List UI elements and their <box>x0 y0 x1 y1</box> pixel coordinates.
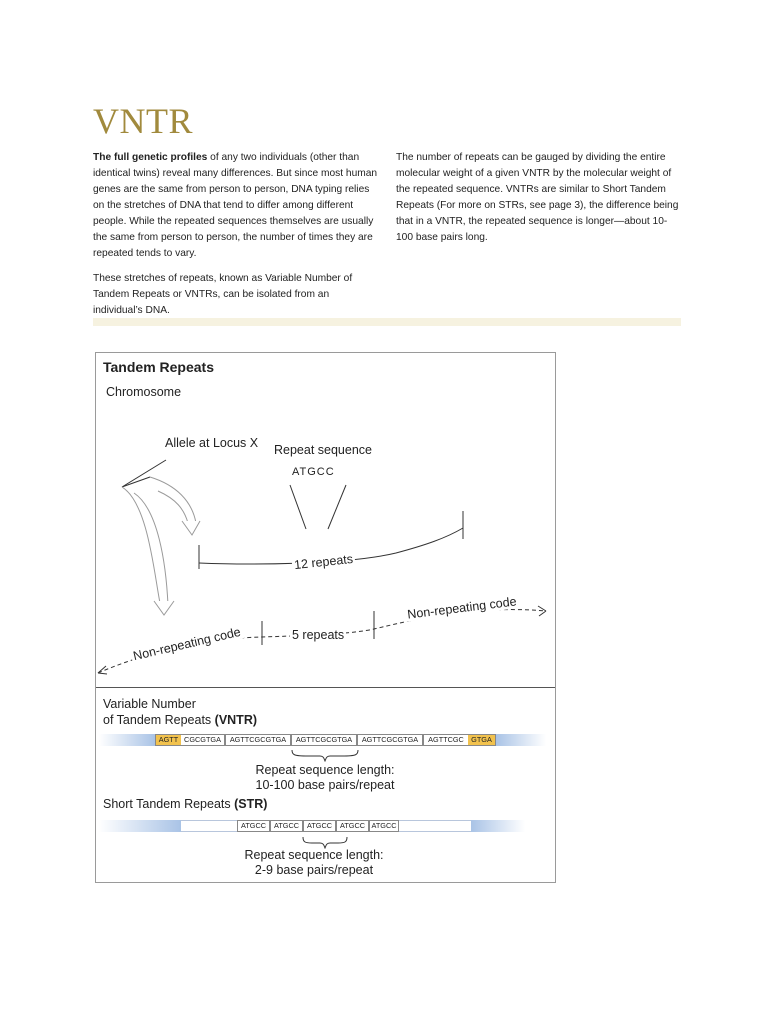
vntr-segment: AGTTCGCGTGA <box>225 734 291 746</box>
str-strip-left <box>99 820 181 832</box>
str-strip-right <box>471 820 525 832</box>
left-column <box>93 150 378 328</box>
repeat-pointer-left <box>290 485 306 529</box>
figure-title: Tandem Repeats <box>103 359 214 375</box>
str-segment: ATGCC <box>303 820 336 832</box>
twelve-repeats-label: 12 repeats <box>293 551 354 573</box>
vntr-segment: AGTTCGCGTGA <box>291 734 357 746</box>
vntr-segment-highlight-start: AGTT <box>155 734 181 746</box>
figure-divider <box>96 687 555 688</box>
str-bracket <box>303 837 347 848</box>
allele-small-arrow <box>150 477 196 523</box>
vntr-heading-line1: Variable Number <box>103 697 196 711</box>
repeat-pointer-right <box>328 485 346 529</box>
vntr-length-line2: 10-100 base pairs/repeat <box>255 778 395 792</box>
right-paragraph-1: The number of repeats can be gauged by dividing the entire molecular weight of a given VNTR by the molecular weight of the repeated sequence. VNTRs are similar to Short Tandem Repeats (For more on STRs, see page 3), the difference being that in a VNTR, the repeated sequence is longer—about 10-100 base pairs long. <box>396 152 679 243</box>
section-divider-band <box>93 318 681 326</box>
lead-phrase: The full genetic profiles <box>93 152 208 163</box>
vntr-bracket <box>292 750 358 761</box>
vntr-heading-line2 <box>103 713 257 727</box>
str-heading-bold: (STR) <box>234 797 268 811</box>
vntr-length-line1: Repeat sequence length: <box>255 763 395 777</box>
str-length-line2: 2-9 base pairs/repeat <box>254 863 374 877</box>
vntr-heading-text: of Tandem Repeats <box>103 713 215 727</box>
non-repeating-code-left: Non-repeating code <box>131 624 242 664</box>
page-title: VNTR <box>93 101 193 141</box>
str-length-line1: Repeat sequence length: <box>244 848 384 862</box>
left-paragraph-2: These stretches of repeats, known as Variable Number of Tandem Repeats or VNTRs, can be isolated from an individual’s DNA. <box>93 273 353 316</box>
repeat-sequence-label: Repeat sequence <box>274 443 372 457</box>
vntr-segment: AGTTCGCGTGA <box>357 734 423 746</box>
str-heading <box>103 797 267 811</box>
allele-pointer-lines <box>122 460 166 487</box>
vntr-segment: AGTTCGC <box>423 734 468 746</box>
vntr-strip-left <box>99 734 155 746</box>
non-repeating-code-right: Non-repeating code <box>406 594 518 622</box>
vntr-strip-right <box>496 734 546 746</box>
vntr-segment-highlight-end: GTGA <box>468 734 496 746</box>
allele-curved-arrow <box>122 487 168 605</box>
str-segment: ATGCC <box>270 820 303 832</box>
repeat-sequence-value: ATGCC <box>292 466 335 478</box>
vntr-segment: CGCGTGA <box>181 734 225 746</box>
str-heading-text: Short Tandem Repeats <box>103 797 235 811</box>
left-paragraph-1 <box>93 150 378 262</box>
str-segment: ATGCC <box>369 820 399 832</box>
five-repeats-label: 5 repeats <box>292 628 345 642</box>
str-segment: ATGCC <box>336 820 369 832</box>
vntr-heading-bold: (VNTR) <box>214 713 258 727</box>
chromosome-label: Chromosome <box>106 385 182 399</box>
right-column <box>396 150 681 255</box>
tandem-repeats-figure <box>95 352 556 883</box>
str-segment: ATGCC <box>237 820 270 832</box>
left-paragraph-1-body: of any two individuals (other than identical twins) reveal many differences. But since most human genes are the same from person to person, DNA typing relies on the stretches of DNA that tend to differ among different people. While the repeated sequences themselves are usually the same from person to person, the number of times they are repeated tends to vary. <box>93 152 378 259</box>
allele-label: Allele at Locus X <box>165 436 259 450</box>
